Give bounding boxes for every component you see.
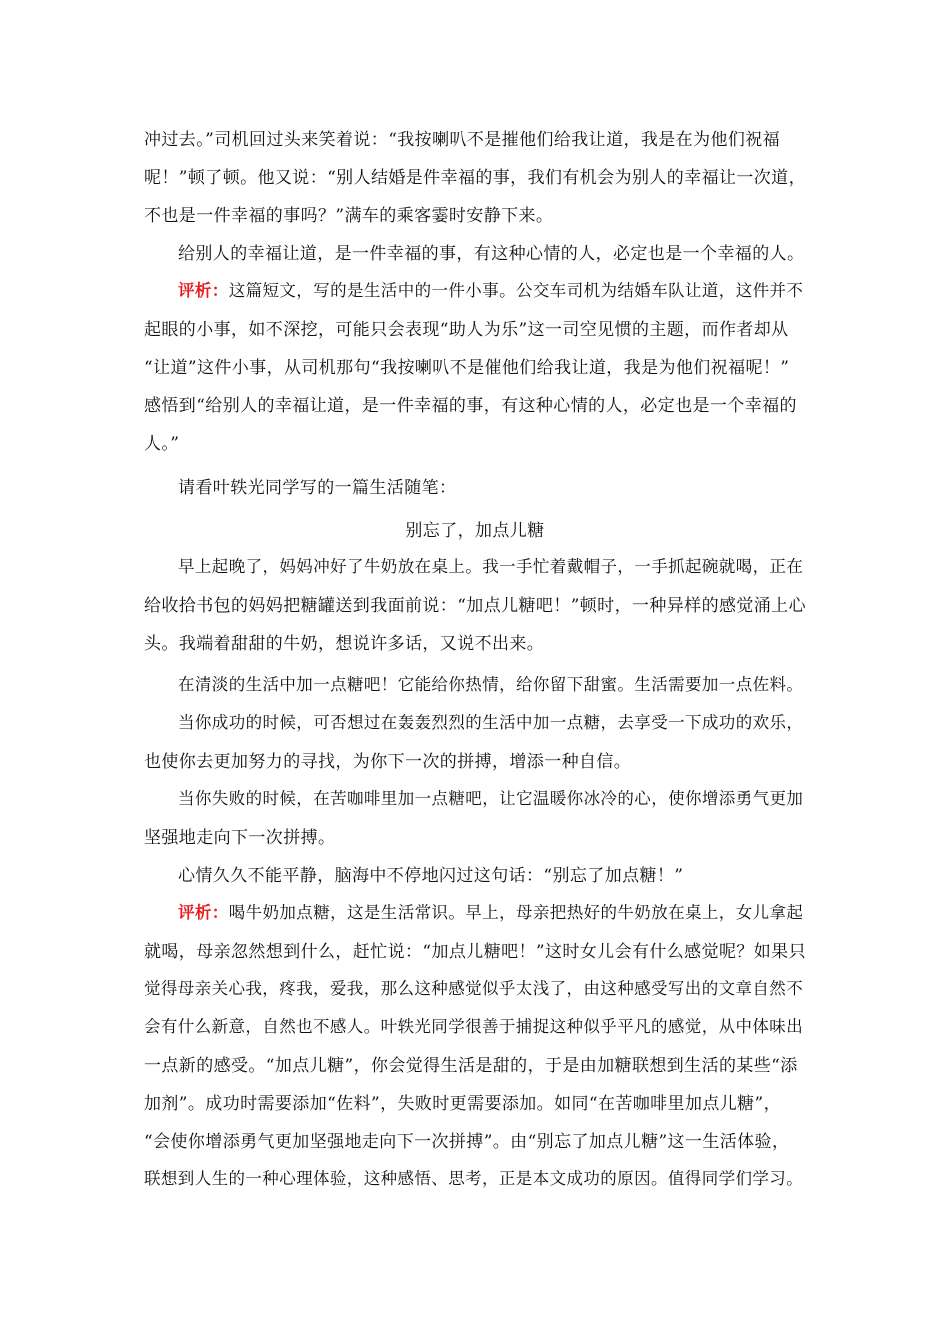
text-line: 呢！”顿了顿。他又说：“别人结婚是件幸福的事，我们有机会为别人的幸福让一次道， bbox=[144, 168, 806, 188]
text-line: 就喝，母亲忽然想到什么，赶忙说：“加点儿糖吧！”这时女儿会有什么感觉呢？如果只 bbox=[144, 942, 806, 962]
text-line: 给收拾书包的妈妈把糖罐送到我面前说：“加点儿糖吧！”顿时，一种异样的感觉涌上心 bbox=[144, 596, 806, 616]
text-line: 觉得母亲关心我，疼我，爱我，那么这种感觉似乎太浅了，由这种感受写出的文章自然不 bbox=[144, 979, 804, 998]
analysis-paragraph-2 bbox=[178, 899, 803, 923]
text-line: 坚强地走向下一次拼搏。 bbox=[144, 828, 336, 848]
text-line: 起眼的小事，如不深挖，可能只会表现“助人为乐”这一司空见惯的主题，而作者却从 bbox=[144, 320, 789, 340]
text-line: 在清淡的生活中加一点糖吧！它能给你热情，给你留下甜蜜。生活需要加一点佐料。 bbox=[178, 675, 804, 694]
text-line: 心情久久不能平静，脑海中不停地闪过这句话：“别忘了加点糖！” bbox=[178, 866, 684, 886]
text-line: “会使你增添勇气更加坚强地走向下一次拼搏”。由“别忘了加点儿糖”这一生活体验， bbox=[144, 1132, 790, 1152]
text-line: 当你成功的时候，可否想过在轰轰烈烈的生活中加一点糖，去享受一下成功的欢乐， bbox=[178, 713, 804, 732]
text-line: “让道”这件小事，从司机那句“我按喇叭不是催他们给我让道，我是为他们祝福呢！” bbox=[144, 358, 790, 378]
essay-title: 别忘了，加点儿糖 bbox=[405, 521, 545, 541]
text-line: 冲过去。”司机回过头来笑着说：“我按喇叭不是摧他们给我让道，我是在为他们祝福 bbox=[144, 130, 781, 150]
text-line: 喝牛奶加点糖，这是生活常识。早上，母亲把热好的牛奶放在桌上，女儿拿起 bbox=[228, 903, 804, 922]
text-line: 感悟到“给别人的幸福让道，是一件幸福的事，有这种心情的人，必定也是一个幸福的 bbox=[144, 396, 797, 416]
text-line: 人。” bbox=[144, 434, 180, 454]
analysis-label: 评析： bbox=[178, 903, 229, 922]
analysis-label: 评析： bbox=[178, 281, 229, 300]
text-line: 一点新的感受。“加点儿糖”，你会觉得生活是甜的，于是由加糖联想到生活的某些“添 bbox=[144, 1056, 798, 1076]
text-line: 这篇短文，写的是生活中的一件小事。公交车司机为结婚车队让道，这件并不 bbox=[228, 281, 804, 300]
analysis-paragraph-1 bbox=[178, 277, 803, 301]
text-line: 早上起晚了，妈妈冲好了牛奶放在桌上。我一手忙着戴帽子，一手抓起碗就喝，正在 bbox=[178, 557, 804, 576]
text-line: 给别人的幸福让道，是一件幸福的事，有这种心情的人，必定也是一个幸福的人。 bbox=[178, 244, 805, 264]
text-line: 会有什么新意，自然也不感人。叶轶光同学很善于捕捉这种似乎平凡的感觉，从中体味出 bbox=[144, 1017, 804, 1036]
text-line: 联想到人生的一种心理体验，这种感悟、思考，正是本文成功的原因。值得同学们学习。 bbox=[144, 1169, 804, 1188]
text-line: 不也是一件幸福的事吗？”满车的乘客霎时安静下来。 bbox=[144, 206, 554, 226]
text-line: 加剂”。成功时需要添加“佐料”，失败时更需要添加。如同“在苦咖啡里加点儿糖”， bbox=[144, 1094, 782, 1114]
text-line: 当你失败的时候，在苦咖啡里加一点糖吧，让它温暖你冰冷的心，使你增添勇气更加 bbox=[178, 789, 804, 808]
text-line: 请看叶轶光同学写的一篇生活随笔： bbox=[178, 478, 457, 498]
text-line: 头。我端着甜甜的牛奶，想说许多话，又说不出来。 bbox=[144, 634, 545, 654]
text-line: 也使你去更加努力的寻找，为你下一次的拼搏，增添一种自信。 bbox=[144, 752, 632, 772]
